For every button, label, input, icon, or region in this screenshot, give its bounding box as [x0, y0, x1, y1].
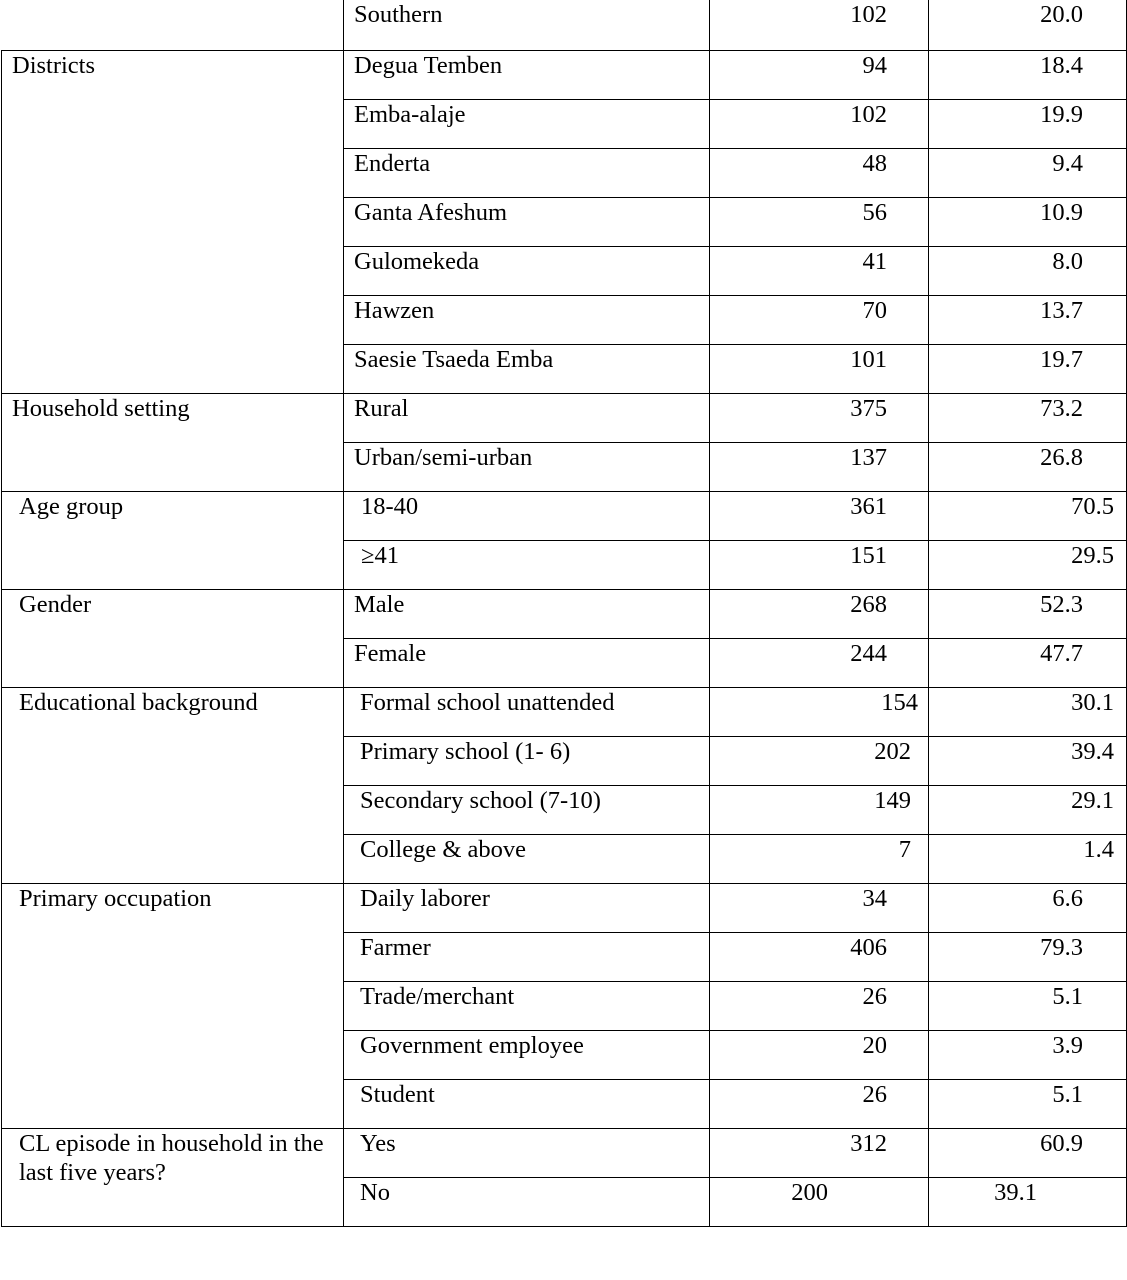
demographics-table: [1, 0, 1127, 1227]
percent-cell: 26.8: [929, 443, 1127, 492]
percent-cell: 20.0: [929, 0, 1127, 51]
count-cell: 151: [710, 541, 929, 590]
subcategory-cell: Daily laborer: [344, 884, 710, 933]
table-row: [2, 0, 1127, 51]
subcategory-cell: Degua Temben: [344, 51, 710, 100]
percent-cell: 5.1: [929, 1080, 1127, 1129]
category-cell: Household setting: [2, 394, 344, 492]
percent-cell: 79.3: [929, 933, 1127, 982]
subcategory-cell: Student: [344, 1080, 710, 1129]
percent-cell: 5.1: [929, 982, 1127, 1031]
percent-cell: 73.2: [929, 394, 1127, 443]
subcategory-cell: Male: [344, 590, 710, 639]
category-cell: Age group: [2, 492, 344, 590]
count-cell: 41: [710, 247, 929, 296]
percent-cell: 18.4: [929, 51, 1127, 100]
percent-cell: 3.9: [929, 1031, 1127, 1080]
percent-cell: 39.4: [929, 737, 1127, 786]
percent-cell: 6.6: [929, 884, 1127, 933]
count-cell: 312: [710, 1129, 929, 1178]
subcategory-cell: Enderta: [344, 149, 710, 198]
percent-cell: 19.9: [929, 100, 1127, 149]
percent-cell: 13.7: [929, 296, 1127, 345]
table-row: [2, 51, 1127, 100]
category-cell: [2, 0, 344, 51]
count-cell: 202: [710, 737, 929, 786]
subcategory-cell: Government employee: [344, 1031, 710, 1080]
subcategory-cell: No: [344, 1178, 710, 1227]
table-row: [2, 1129, 1127, 1178]
table-row: [2, 688, 1127, 737]
count-cell: 102: [710, 100, 929, 149]
percent-cell: 19.7: [929, 345, 1127, 394]
count-cell: 102: [710, 0, 929, 51]
percent-cell: 52.3: [929, 590, 1127, 639]
subcategory-cell: Trade/merchant: [344, 982, 710, 1031]
count-cell: 26: [710, 1080, 929, 1129]
subcategory-cell: College & above: [344, 835, 710, 884]
category-cell: Primary occupation: [2, 884, 344, 1129]
subcategory-cell: Female: [344, 639, 710, 688]
count-cell: 56: [710, 198, 929, 247]
count-cell: 48: [710, 149, 929, 198]
subcategory-cell: Gulomekeda: [344, 247, 710, 296]
subcategory-cell: Ganta Afeshum: [344, 198, 710, 247]
subcategory-cell: Emba-alaje: [344, 100, 710, 149]
count-cell: 154: [710, 688, 929, 737]
percent-cell: 60.9: [929, 1129, 1127, 1178]
count-cell: 137: [710, 443, 929, 492]
percent-cell: 9.4: [929, 149, 1127, 198]
count-cell: 361: [710, 492, 929, 541]
subcategory-cell: ≥41: [344, 541, 710, 590]
subcategory-cell: 18-40: [344, 492, 710, 541]
percent-cell: 29.5: [929, 541, 1127, 590]
subcategory-cell: Formal school unattended: [344, 688, 710, 737]
count-cell: 149: [710, 786, 929, 835]
category-cell: CL episode in household in the last five years?: [2, 1129, 344, 1227]
percent-cell: 70.5: [929, 492, 1127, 541]
table-row: [2, 492, 1127, 541]
count-cell: 200: [710, 1178, 929, 1227]
count-cell: 406: [710, 933, 929, 982]
percent-cell: 29.1: [929, 786, 1127, 835]
subcategory-cell: Saesie Tsaeda Emba: [344, 345, 710, 394]
count-cell: 70: [710, 296, 929, 345]
subcategory-cell: Hawzen: [344, 296, 710, 345]
percent-cell: 1.4: [929, 835, 1127, 884]
percent-cell: 47.7: [929, 639, 1127, 688]
count-cell: 34: [710, 884, 929, 933]
count-cell: 101: [710, 345, 929, 394]
percent-cell: 8.0: [929, 247, 1127, 296]
percent-cell: 30.1: [929, 688, 1127, 737]
count-cell: 268: [710, 590, 929, 639]
count-cell: 7: [710, 835, 929, 884]
subcategory-cell: Secondary school (7-10): [344, 786, 710, 835]
subcategory-cell: Southern: [344, 0, 710, 51]
category-cell: Educational background: [2, 688, 344, 884]
subcategory-cell: Farmer: [344, 933, 710, 982]
subcategory-cell: Urban/semi-urban: [344, 443, 710, 492]
count-cell: 20: [710, 1031, 929, 1080]
count-cell: 94: [710, 51, 929, 100]
percent-cell: 10.9: [929, 198, 1127, 247]
category-cell: Districts: [2, 51, 344, 394]
table-row: [2, 884, 1127, 933]
table-row: [2, 590, 1127, 639]
count-cell: 375: [710, 394, 929, 443]
table-row: [2, 394, 1127, 443]
category-cell: Gender: [2, 590, 344, 688]
subcategory-cell: Rural: [344, 394, 710, 443]
percent-cell: 39.1: [929, 1178, 1127, 1227]
count-cell: 26: [710, 982, 929, 1031]
subcategory-cell: Primary school (1- 6): [344, 737, 710, 786]
count-cell: 244: [710, 639, 929, 688]
subcategory-cell: Yes: [344, 1129, 710, 1178]
